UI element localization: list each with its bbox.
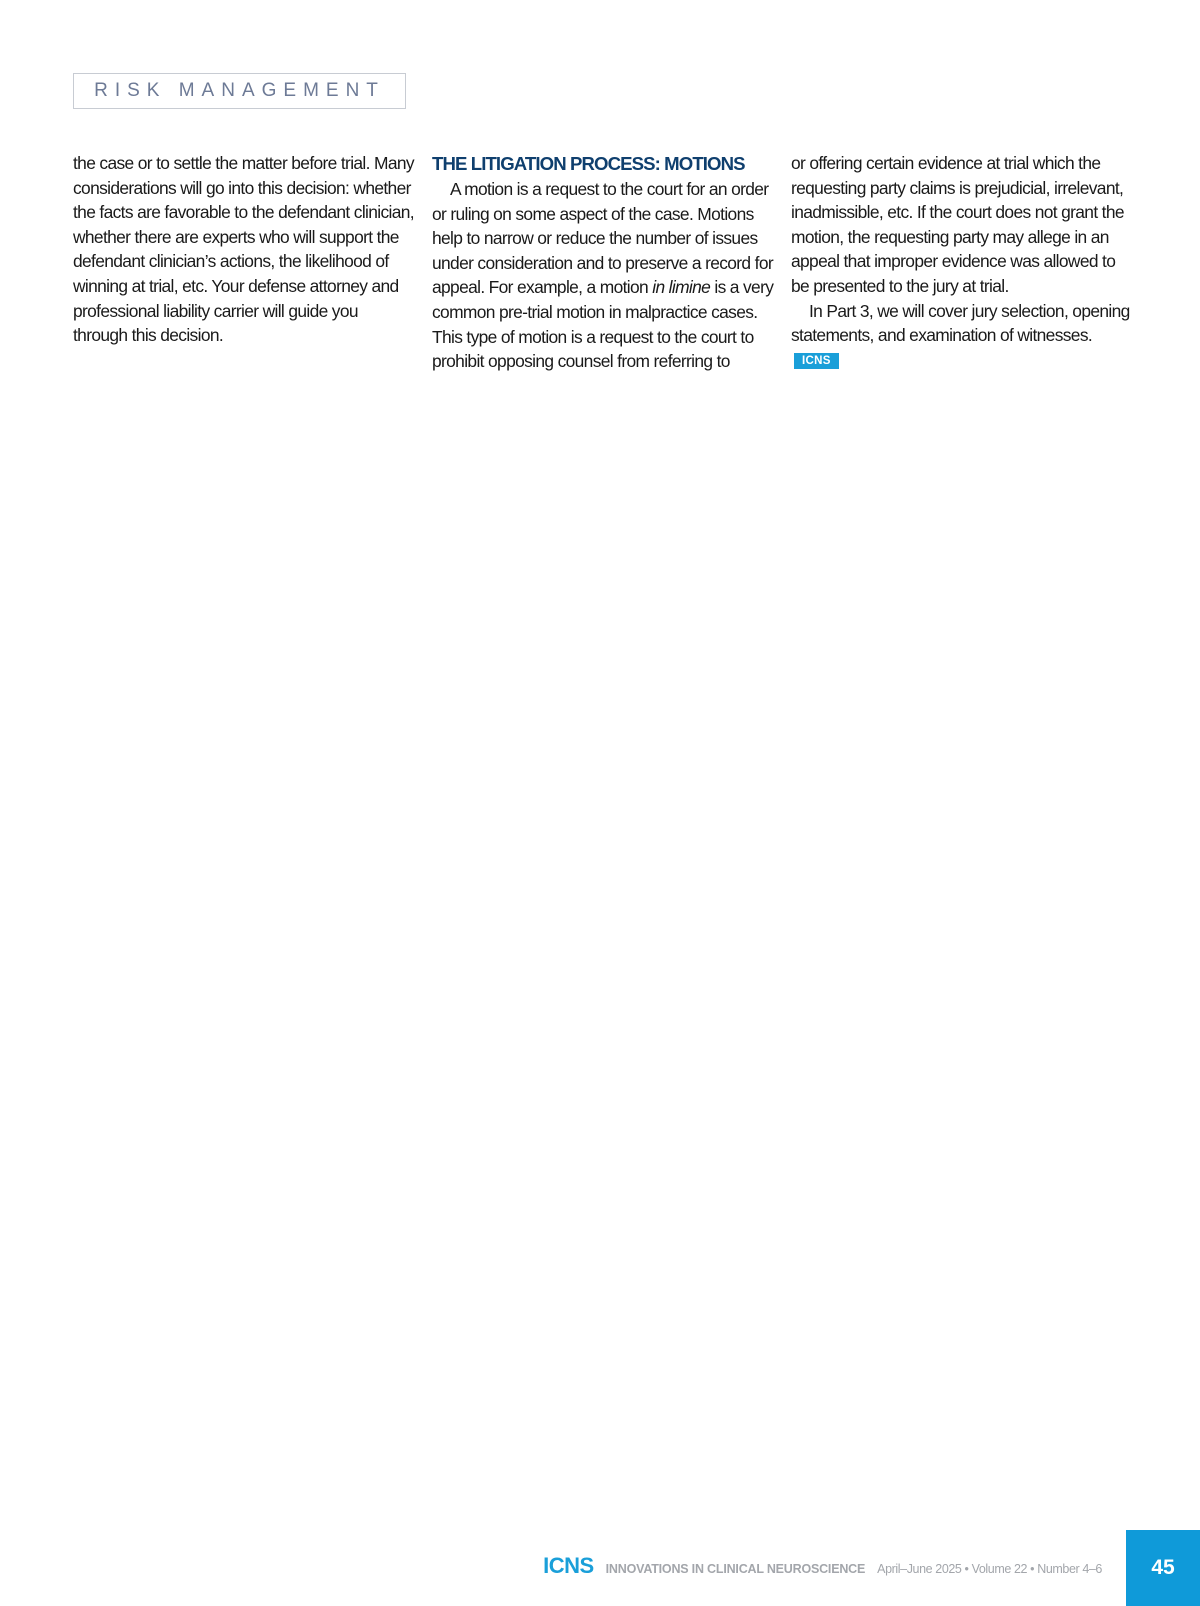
end-mark-badge: ICNS (794, 353, 839, 369)
italic-term: in limine (652, 277, 711, 298)
paragraph-text: A motion is a request to the court for an order or ruling on some aspect of the case. Motions help to narrow or reduce the number of issues under consideration and to preserve a record for appeal. For example, a motion (432, 179, 773, 298)
paragraph (432, 177, 774, 374)
section-heading: THE LITIGATION PROCESS: MOTIONS (432, 153, 745, 174)
footer (543, 1553, 1102, 1583)
section-header (73, 73, 406, 109)
journal-name: INNOVATIONS IN CLINICAL NEUROSCIENCE (605, 1562, 866, 1576)
paragraph-text: is a very common pre-trial motion in malpractice cases. This type of motion is a request to the court to prohibit opposing counsel from referring to (432, 277, 774, 372)
page-number-text: 45 (1151, 1556, 1175, 1579)
text-column-1 (73, 151, 415, 348)
text-column-2 (432, 151, 774, 374)
section-label: RISK MANAGEMENT (94, 80, 385, 101)
text-column-3 (791, 151, 1133, 372)
paragraph: the case or to settle the matter before trial. Many considerations will go into this decision: whether the facts are favorable to the defendant clinician, whether there are experts who will support the defendant clinician’s actions, the likelihood of winning at trial, etc. Your defense attorney and professional liability carrier will guide you through this decision. (73, 153, 414, 346)
journal-logo: ICNS (543, 1553, 594, 1578)
page-number (1126, 1530, 1200, 1606)
closing-paragraph (791, 299, 1133, 373)
issue-info: April–June 2025 • Volume 22 • Number 4–6 (877, 1562, 1102, 1576)
paragraph-text: In Part 3, we will cover jury selection, opening statements, and examination of witnesses. (791, 300, 1130, 346)
paragraph: or offering certain evidence at trial which the requesting party claims is prejudicial, irrelevant, inadmissible, etc. If the court does not grant the motion, the requesting party may allege in an appeal that improper evidence was allowed to be presented to the jury at trial. (791, 153, 1124, 296)
